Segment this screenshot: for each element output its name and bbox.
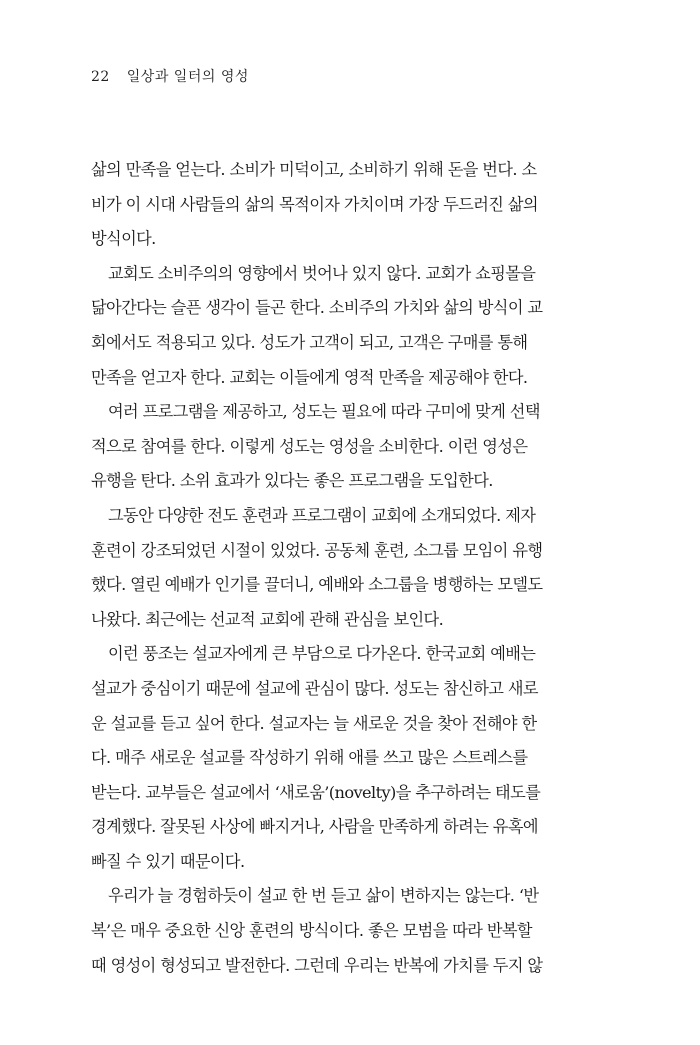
text-line: 다. 매주 새로운 설교를 작성하기 위해 애를 쓰고 많은 스트레스를 [91,748,528,768]
text-line: 했다. 열린 예배가 인기를 끌더니, 예배와 소그룹을 병행하는 모델도 [91,575,543,595]
text-line: 설교가 중심이기 때문에 설교에 관심이 많다. 성도는 참신하고 새로 [91,678,538,698]
text-line: 나왔다. 최근에는 선교적 교회에 관해 관심을 보인다. [91,609,444,629]
paragraph-first-line: 우리가 늘 경험하듯이 설교 한 번 듣고 삶이 변하지는 않는다. ‘반 [108,886,539,906]
paragraph-first-line: 이런 풍조는 설교자에게 큰 부담으로 다가온다. 한국교회 예배는 [108,644,536,664]
text-line: 만족을 얻고자 한다. 교회는 이들에게 영적 만족을 제공해야 한다. [91,367,528,387]
body-text [91,153,591,983]
text-line: 받는다. 교부들은 설교에서 ‘새로움’(novelty)을 추구하려는 태도를 [91,782,541,802]
page-number: 22 [91,69,110,85]
text-line: 방식이다. [91,229,156,249]
text-line: 운 설교를 듣고 싶어 한다. 설교자는 늘 새로운 것을 찾아 전해야 한 [91,713,537,733]
text-line: 빠질 수 있기 때문이다. [91,851,245,871]
text-line: 경계했다. 잘못된 사상에 빠지거나, 사람을 만족하게 하려는 유혹에 [91,817,538,837]
text-line: 복’은 매우 중요한 신앙 훈련의 방식이다. 좋은 모범을 따라 반복할 [91,921,532,941]
paragraph-first-line: 교회도 소비주의의 영향에서 벗어나 있지 않다. 교회가 쇼핑몰을 [108,263,536,283]
running-title: 일상과 일터의 영성 [126,69,249,85]
text-line: 적으로 참여를 한다. 이렇게 성도는 영성을 소비한다. 이런 영성은 [91,436,528,456]
paragraph-first-line: 여러 프로그램을 제공하고, 성도는 필요에 따라 구미에 맞게 선택 [108,402,540,422]
running-header [91,66,249,86]
text-line: 비가 이 시대 사람들의 삶의 목적이자 가치이며 가장 두드러진 삶의 [91,194,538,214]
text-line: 삶의 만족을 얻는다. 소비가 미덕이고, 소비하기 위해 돈을 번다. 소 [91,160,537,179]
text-line: 때 영성이 형성되고 발전한다. 그런데 우리는 반복에 가치를 두지 않 [91,955,543,975]
text-line: 닮아간다는 슬픈 생각이 들곤 한다. 소비주의 가치와 삶의 방식이 교 [91,298,543,318]
text-line: 훈련이 강조되었던 시절이 있었다. 공동체 훈련, 소그룹 모임이 유행 [91,540,543,560]
paragraph-first-line: 그동안 다양한 전도 훈련과 프로그램이 교회에 소개되었다. 제자 [108,505,536,525]
text-line: 유행을 탄다. 소위 효과가 있다는 좋은 프로그램을 도입한다. [91,471,493,491]
text-line: 회에서도 적용되고 있다. 성도가 고객이 되고, 고객은 구매를 통해 [91,332,528,352]
